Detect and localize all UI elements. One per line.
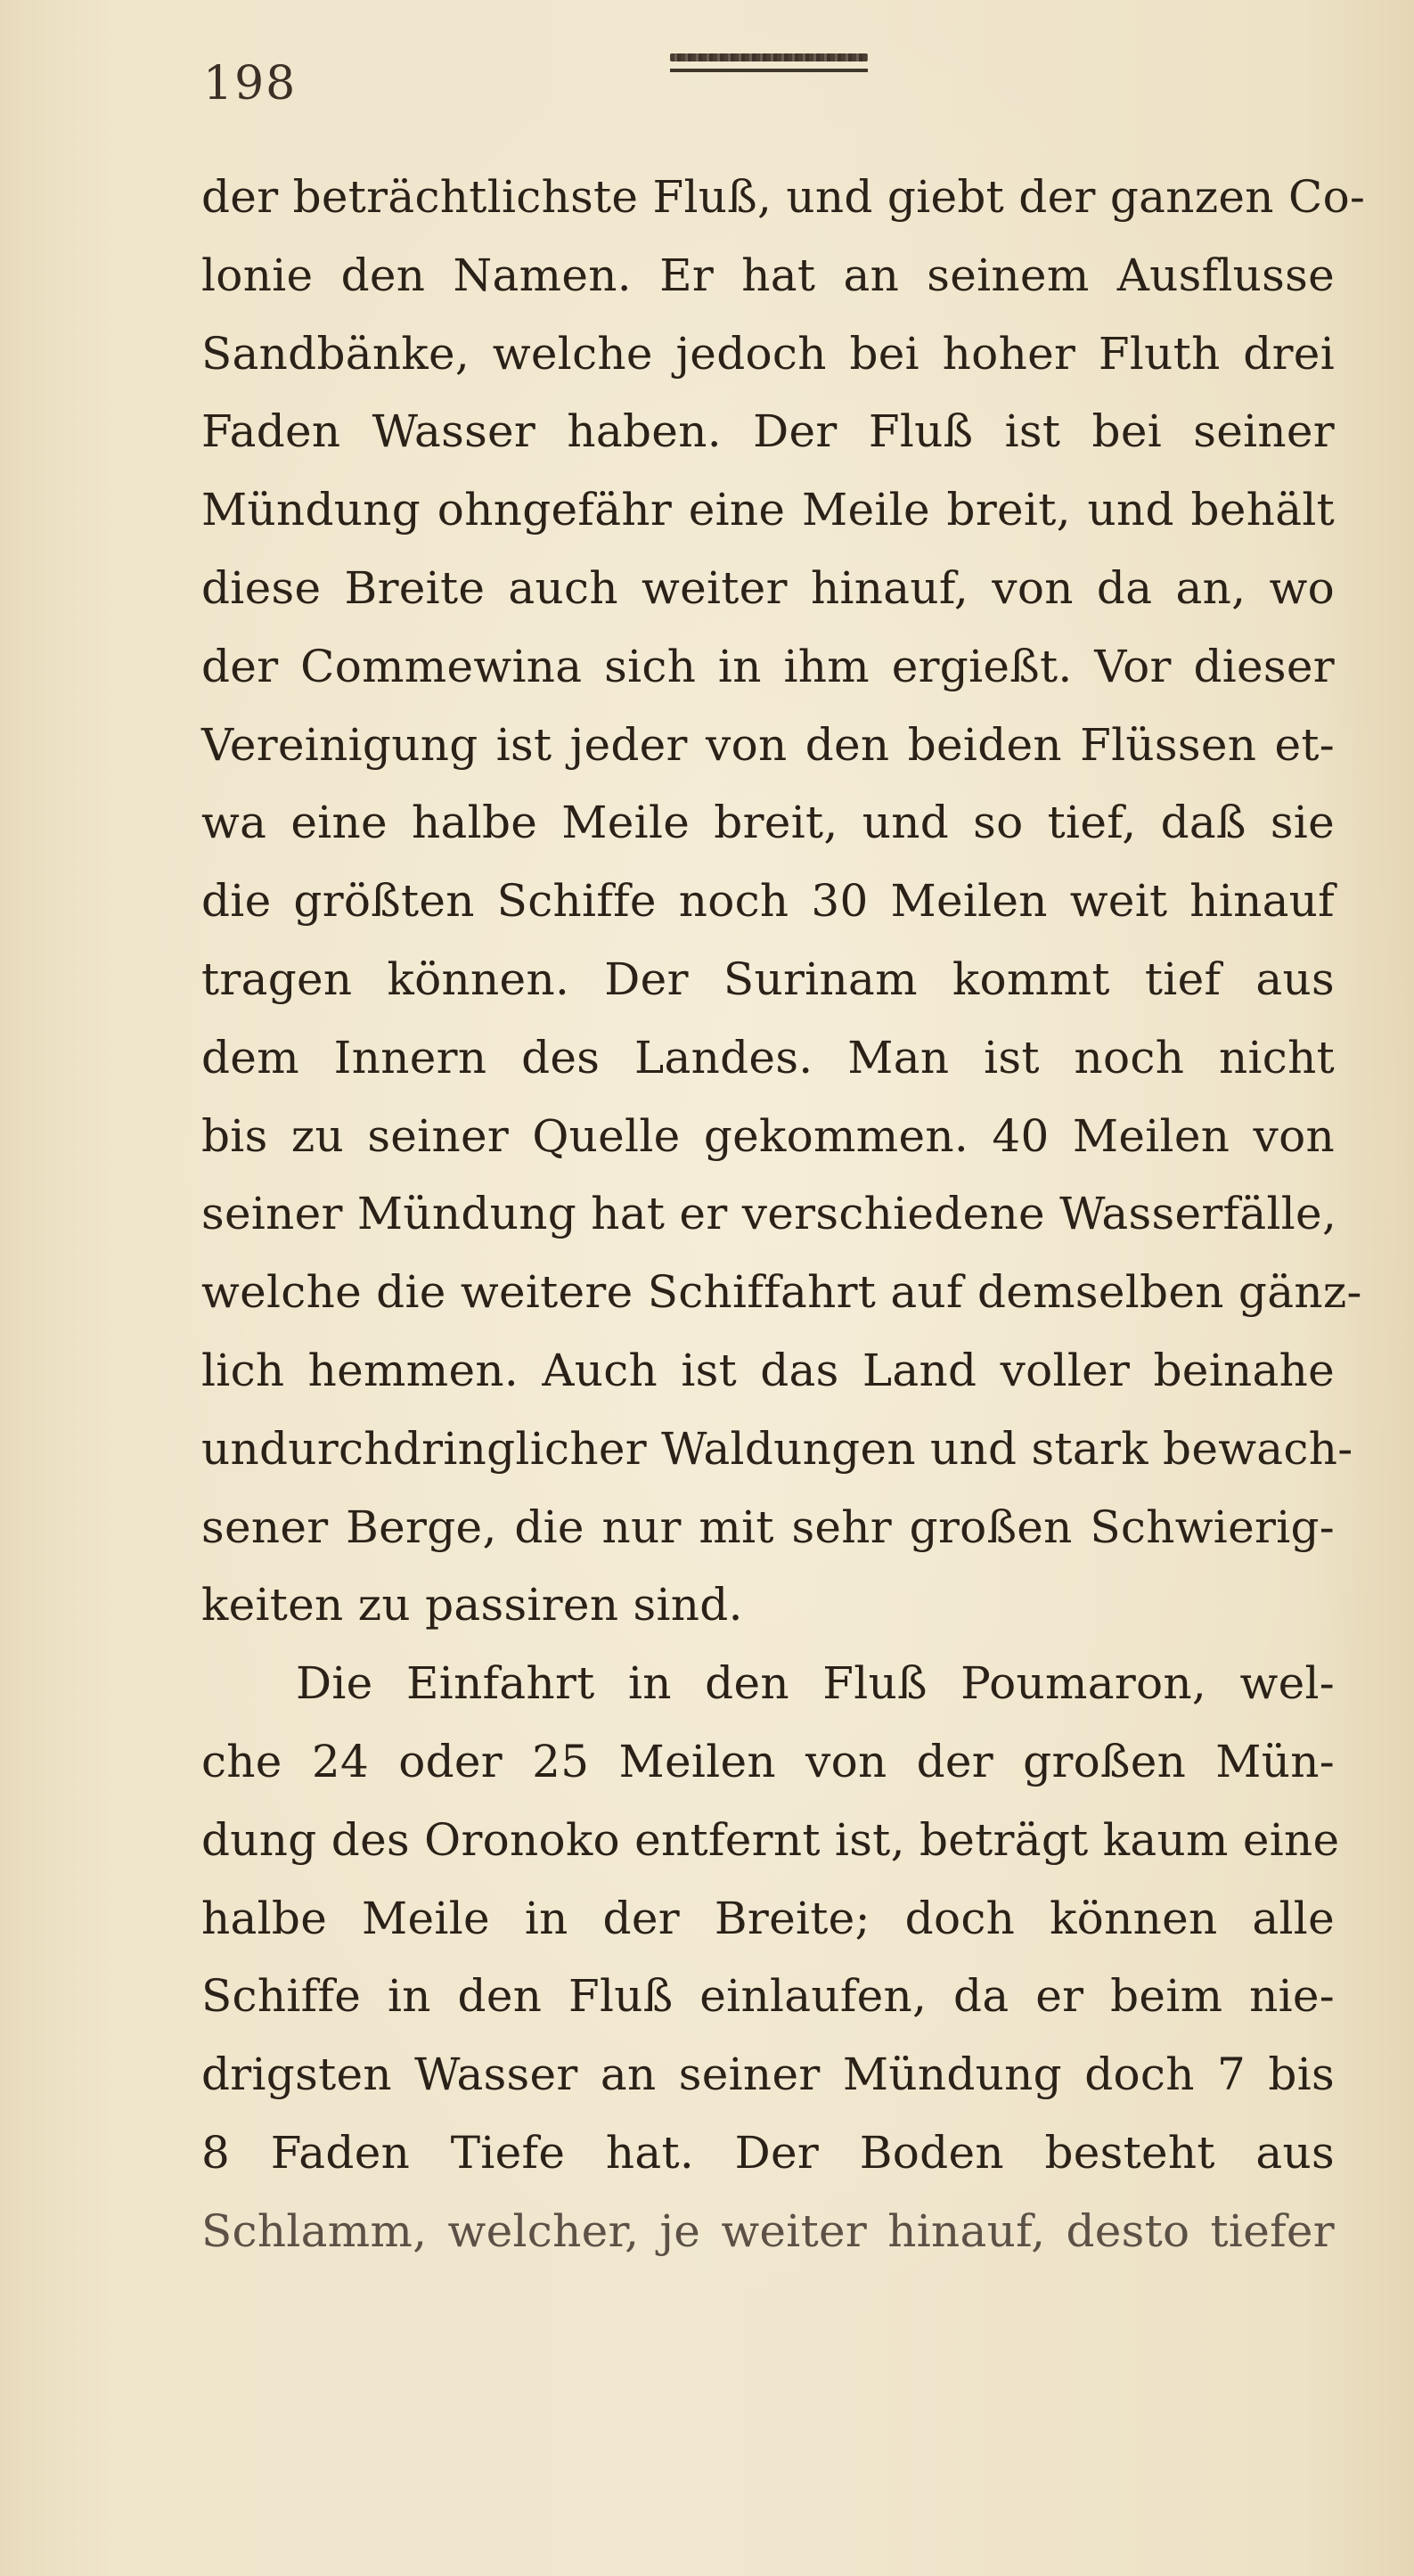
text-line-20: Die Einfahrt in den Fluß Poumaron, wel- bbox=[296, 1657, 1335, 1710]
text-line-6: diese Breite auch weiter hinauf, von da an, wo bbox=[201, 561, 1335, 614]
text-line-9: wa eine halbe Meile breit, und so tief, daß sie bbox=[201, 797, 1335, 849]
text-line-3: Sandbänke, welche jedoch bei hoher Fluth drei bbox=[201, 327, 1335, 380]
text-line-5: Mündung ohngefähr eine Meile breit, und behält bbox=[201, 484, 1335, 536]
text-line-18: sener Berge, die nur mit sehr großen Schwierig- bbox=[201, 1501, 1335, 1553]
text-line-7: der Commewina sich in ihm ergießt. Vor dieser bbox=[201, 640, 1335, 692]
text-line-24: Schiffe in den Fluß einlaufen, da er beim nie- bbox=[201, 1970, 1335, 2023]
text-line-26: 8 Faden Tiefe hat. Der Boden besteht aus bbox=[201, 2126, 1335, 2179]
text-line-25: drigsten Wasser an seiner Mündung doch 7 bis bbox=[201, 2049, 1335, 2101]
text-line-19: keiten zu passiren sind. bbox=[201, 1579, 743, 1631]
text-line-17: undurchdringlicher Waldungen und stark bewach- bbox=[201, 1422, 1353, 1475]
text-line-22: dung des Oronoko entfernt ist, beträgt kaum eine bbox=[201, 1813, 1340, 1866]
text-line-21: che 24 oder 25 Meilen von der großen Mün- bbox=[201, 1735, 1335, 1787]
text-line-10: die größten Schiffe noch 30 Meilen weit hinauf bbox=[201, 875, 1335, 928]
text-line-14: seiner Mündung hat er verschiedene Wasserfälle, bbox=[201, 1188, 1337, 1240]
text-line-23: halbe Meile in der Breite; doch können alle bbox=[201, 1892, 1335, 1944]
text-line-12: dem Innern des Landes. Man ist noch nicht bbox=[201, 1031, 1335, 1084]
text-line-8: Vereinigung ist jeder von den beiden Flüssen et- bbox=[201, 718, 1335, 771]
text-line-11: tragen können. Der Surinam kommt tief aus bbox=[201, 953, 1335, 1005]
text-line-16: lich hemmen. Auch ist das Land voller beinahe bbox=[201, 1344, 1335, 1396]
page-number: 198 bbox=[203, 57, 298, 110]
rule-line bbox=[670, 69, 868, 72]
body-text bbox=[201, 159, 1366, 2271]
ornament-bar bbox=[670, 53, 868, 61]
text-line-15: welche die weitere Schiffahrt auf demselben gänz- bbox=[201, 1266, 1362, 1319]
text-line-4: Faden Wasser haben. Der Fluß ist bei seiner bbox=[201, 405, 1335, 458]
text-line-27: Schlamm, welcher, je weiter hinauf, desto tiefer bbox=[201, 2204, 1335, 2257]
text-line-1: der beträchtlichste Fluß, und giebt der ganzen Co- bbox=[201, 171, 1366, 223]
header-ornament-rule bbox=[670, 53, 868, 77]
text-line-13: bis zu seiner Quelle gekommen. 40 Meilen von bbox=[201, 1109, 1335, 1162]
text-line-2: lonie den Namen. Er hat an seinem Ausflusse bbox=[201, 249, 1335, 301]
